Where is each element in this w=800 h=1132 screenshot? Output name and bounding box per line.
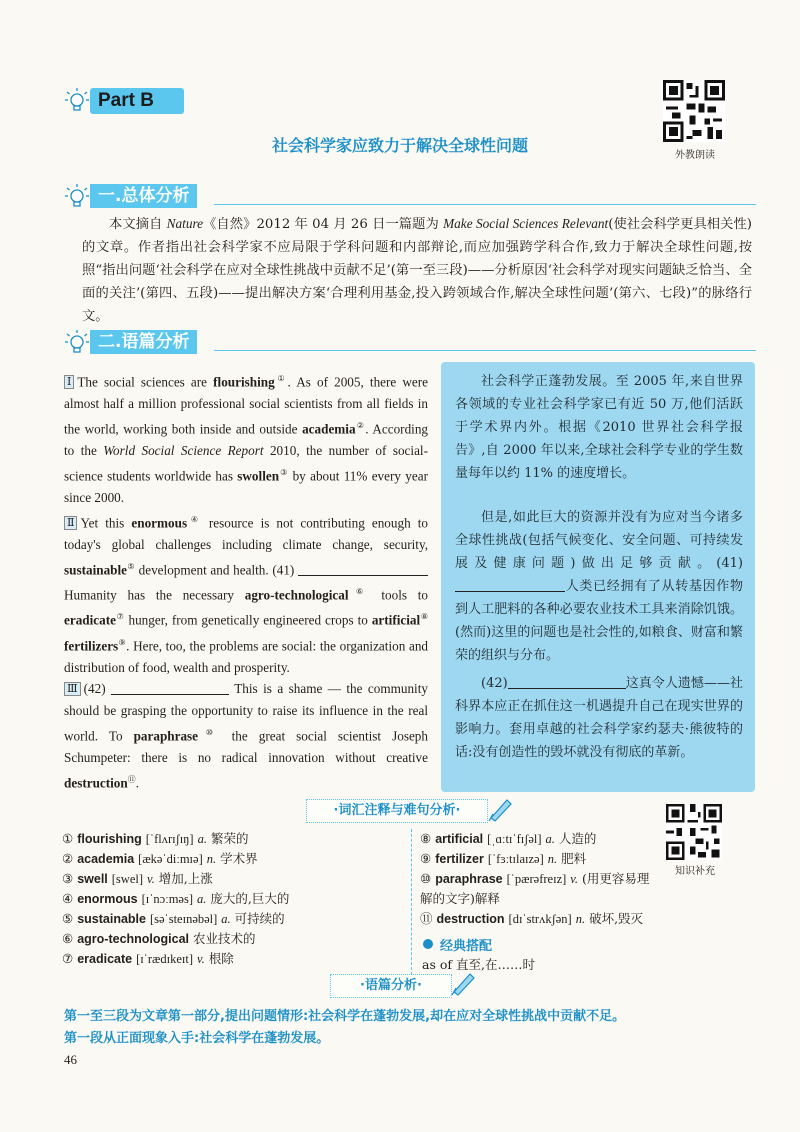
collocation-item: as of 直至,在……时 — [422, 957, 535, 972]
vocab-list-left — [62, 829, 402, 969]
analysis-header: ·语篇分析· — [330, 974, 452, 998]
pen-icon — [487, 794, 515, 822]
part-b-header — [64, 86, 184, 116]
vocab-item: ⑦ eradicate [ɪˈrædɪkeɪt] v. 根除 — [62, 951, 234, 966]
bullet-icon — [423, 939, 433, 949]
vocab-item: ⑧ artificial [ˌɑːtɪˈfɪʃəl] a. 人造的 — [420, 831, 597, 846]
paragraph-3: Ⅲ (42) This is a shame — the community should be grasping the opportunity to raise its influence in the real world. To paraphrase⑩ the great social scientist Joseph Schumpeter: there is no radical innovation without creative destruction⑪. — [64, 681, 428, 791]
section-rule — [214, 350, 756, 351]
translation-blank-42[interactable] — [508, 688, 626, 689]
vocab-item: ⑩ paraphrase [ˈpærəfreɪz] v. (用更容易理解的文字)解释 — [420, 871, 650, 906]
translation-paragraph-2: 但是,如此巨大的资源并没有为应对当今诸多全球性挑战(包括气候变化、安全问题、可持续发展及健康问题)做出足够贡献。(41)人类已经拥有了从转基因作物到人工肥料的各种必要农业技术工具来消除饥饿。(然而)这里的问题也是社会性的,如粮食、财富和繁荣的组织与分布。 — [455, 510, 743, 663]
vocab-item: ⑤ sustainable [səˈsteɪnəbəl] a. 可持续的 — [62, 911, 285, 926]
paragraph-number: Ⅱ — [64, 516, 77, 530]
vocab-item: ④ enormous [ɪˈnɔːməs] a. 庞大的,巨大的 — [62, 891, 290, 906]
vocab-item: ⑥ agro-technological 农业技术的 — [62, 931, 256, 946]
vocab-item: ③ swell [swel] v. 增加,上涨 — [62, 871, 213, 886]
page-number: 46 — [64, 1052, 77, 1067]
section-title: 二.语篇分析 — [90, 330, 197, 354]
lightbulb-icon — [64, 86, 90, 116]
page-title: 社会科学家应致力于解决全球性问题 — [271, 136, 528, 155]
english-passage — [64, 368, 428, 794]
paragraph-2: Ⅱ Yet this enormous④ resource is not contributing enough to today's global challenges including climate change, security, sustainable⑤ development and health. (41) Humanity has the necessary agro-technological⑥ tools to eradicate⑦ hunger, from genetically engineered crops to artificial⑧ fertilizers⑨. Here, too, the problems are social: the organization and distribution of food, wealth and prosperity. — [64, 514, 429, 675]
qr-code-icon[interactable] — [663, 80, 725, 142]
paragraph-1: Ⅰ The social sciences are flourishing①. As of 2005, there were almost half a million professional social scientists from all fields in the world, working both inside and outside academia②. According to the World Social Science Report 2010, the number of social-science students worldwide has swollen③ by about 11% every year since 2000. — [64, 374, 429, 506]
section-title: 一.总体分析 — [90, 184, 197, 208]
vocab-header: ·词汇注释与难句分析· — [306, 799, 488, 823]
overall-analysis-text: 本文摘自 Nature《自然》2012 年 04 月 26 日一篇题为 Make Social Sciences Relevant(使社会科学更具相关性)的文章。作者指出社会科学家不应局限于学科问题和内部辩论,而应加强跨学科合作,致力于解决全球性问题,按照“指出问题‘社会科学在应对全球性挑战中贡献不足’(第一至三段)——分析原因‘社会科学对现实问题缺乏恰当、全面的关注’(第四、五段)——提出解决方案‘合理利用基金,投入跨领域合作,解决全球性问题’(第六、七段)”的脉络行文。 — [82, 216, 752, 324]
paragraph-number: Ⅰ — [64, 375, 74, 389]
section-header-discourse-analysis — [64, 328, 756, 358]
analysis-text — [64, 1006, 764, 1050]
pen-icon — [450, 968, 478, 996]
answer-blank-42[interactable] — [111, 694, 229, 695]
section-rule — [214, 204, 756, 205]
translation-blank-41[interactable] — [455, 591, 565, 592]
qr-label: 知识补充 — [675, 866, 715, 877]
collocation-title: 经典搭配 — [440, 939, 493, 954]
section-header-overall-analysis — [64, 182, 756, 212]
qr-code-icon[interactable] — [666, 804, 722, 860]
vocab-item: ① flourishing [ˈflʌrɪʃɪŋ] a. 繁荣的 — [62, 831, 249, 846]
lightbulb-icon — [64, 182, 90, 212]
chinese-translation-box — [441, 362, 755, 792]
part-label: Part B — [90, 88, 184, 114]
answer-blank-41[interactable] — [298, 575, 428, 576]
lightbulb-icon — [64, 328, 90, 358]
paragraph-number: Ⅲ — [64, 682, 81, 696]
analysis-line-1: 第一至三段为文章第一部分,提出问题情形:社会科学在蓬勃发展,却在应对全球性挑战中贡献不足。 — [64, 1009, 626, 1024]
vocab-item: ⑨ fertilizer [ˈfɜːtɪlaɪzə] n. 肥料 — [420, 851, 587, 866]
translation-paragraph-1: 社会科学正蓬勃发展。至 2005 年,来自世界各领域的专业社会科学家已有近 50 万,他们活跃于学术界内外。根据《2010 世界社会科学报告》,自 2000 年以来,全球社会科学专业的学生数量每年以约 11% 的速度增长。 — [455, 374, 743, 481]
vocab-item: ⑪ destruction [dɪˈstrʌkʃən] n. 破坏,毁灭 — [420, 911, 644, 926]
vocab-list-right — [420, 829, 660, 929]
translation-paragraph-3: (42) 这真令人遗憾——社科界本应正在抓住这一机遇提升自己在现实世界的影响力。套用卓越的社会科学家约瑟夫·熊彼特的话:没有创造性的毁坏就没有彻底的革新。 — [455, 676, 743, 760]
vocab-divider — [411, 829, 412, 975]
analysis-line-2: 第一段从正面现象入手:社会科学在蓬勃发展。 — [64, 1031, 330, 1046]
vocab-item: ② academia [ækəˈdiːmɪə] n. 学术界 — [62, 851, 258, 866]
qr-label: 外教朗读 — [675, 150, 715, 161]
